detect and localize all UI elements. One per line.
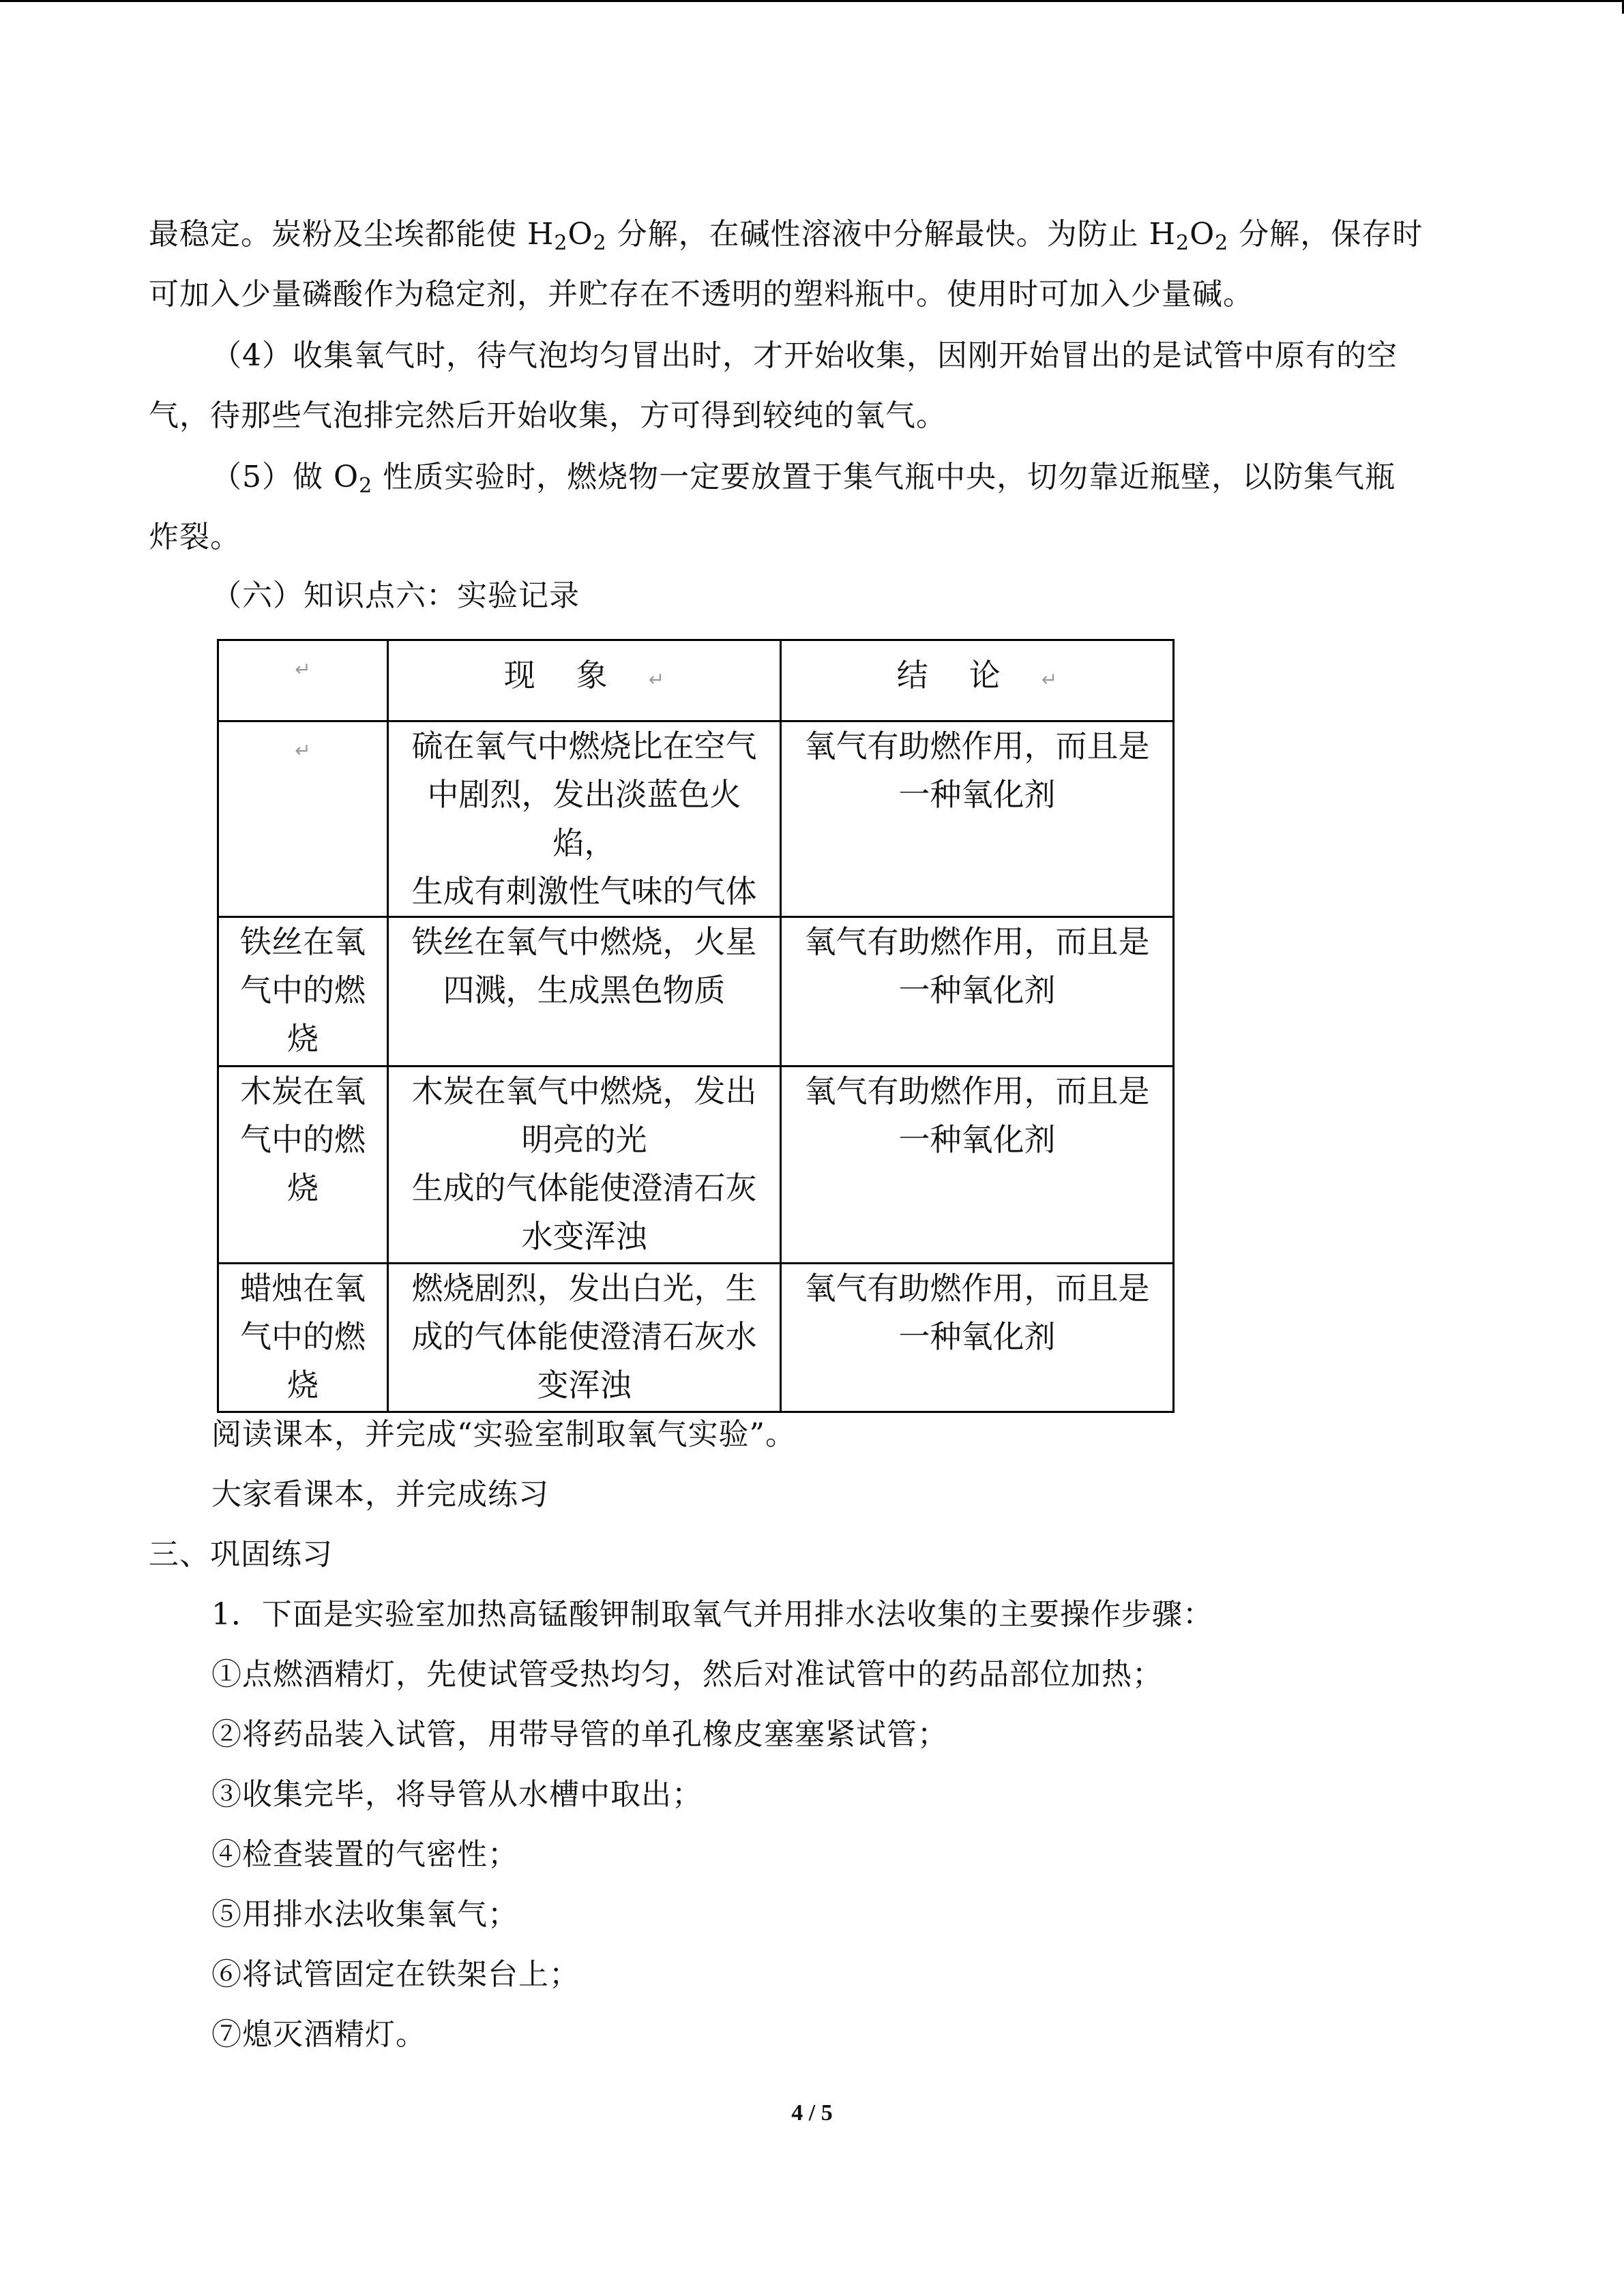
table-header-row <box>218 640 1174 721</box>
note5-line1: （5）做 $O_2$ 性质实验时，燃烧物一定要放置于集气瓶中央，切勿靠近瓶壁，以防集气瓶 <box>211 460 1396 498</box>
page-top-border <box>0 0 1624 2</box>
header-empty-cell <box>218 640 388 721</box>
exercise-question-1: 1．下面是实验室加热高锰酸钾制取氧气并用排水法收集的主要操作步骤： <box>211 1597 1213 1632</box>
table-row <box>218 721 1174 917</box>
phenomenon-cell: 硫在氧气中燃烧比在空气 中剧烈，发出淡蓝色火焰， 生成有刺激性气味的气体 <box>388 721 781 917</box>
conclusion-cell: 氧气有助燃作用，而且是 一种氧化剂 <box>781 1264 1174 1412</box>
section6-title: （六）知识点六：实验记录 <box>211 578 580 613</box>
after-table-line2: 大家看课本，并完成练习 <box>211 1477 549 1512</box>
paragraph-mark-icon: ↵ <box>1041 668 1058 691</box>
phenomenon-cell: 铁丝在氧气中燃烧，火星 四溅，生成黑色物质 <box>388 917 781 1067</box>
top-paragraph-line2: 可加入少量磷酸作为稳定剂，并贮存在不透明的塑料瓶中。使用时可加入少量碱。 <box>149 277 1254 312</box>
item-cell: 蜡烛在氧 气中的燃 烧 <box>218 1264 388 1412</box>
note5-line2: 炸裂。 <box>149 520 241 554</box>
item-cell <box>218 721 388 917</box>
experiment-record-table <box>217 639 1175 1413</box>
header-phenomenon: 现象↵ <box>388 640 781 721</box>
conclusion-cell: 氧气有助燃作用，而且是 一种氧化剂 <box>781 1067 1174 1264</box>
exercise-step: ①点燃酒精灯，先使试管受热均匀，然后对准试管中的药品部位加热； <box>211 1657 1163 1692</box>
exercise-step: ②将药品装入试管，用带导管的单孔橡皮塞塞紧试管； <box>211 1717 948 1752</box>
exercise-step: ⑤用排水法收集氧气； <box>211 1897 518 1932</box>
conclusion-cell: 氧气有助燃作用，而且是 一种氧化剂 <box>781 721 1174 917</box>
item-cell: 木炭在氧 气中的燃 烧 <box>218 1067 388 1264</box>
exercise-step: ⑥将试管固定在铁架台上； <box>211 1957 580 1992</box>
after-table-line1: 阅读课本，并完成“实验室制取氧气实验”。 <box>211 1417 796 1452</box>
header-conclusion: 结论↵ <box>781 640 1174 721</box>
table-row <box>218 1067 1174 1264</box>
conclusion-cell: 氧气有助燃作用，而且是 一种氧化剂 <box>781 917 1174 1067</box>
table-row <box>218 1264 1174 1412</box>
paragraph-mark-icon: ↵ <box>295 658 311 681</box>
item-cell: 铁丝在氧 气中的燃 烧 <box>218 917 388 1067</box>
paragraph-mark-icon: ↵ <box>648 668 665 691</box>
table-row <box>218 917 1174 1067</box>
phenomenon-cell: 燃烧剧烈，发出白光，生 成的气体能使澄清石灰水 变浑浊 <box>388 1264 781 1412</box>
exercise-step: ⑦熄灭酒精灯。 <box>211 2017 426 2052</box>
exercise-step: ③收集完毕，将导管从水槽中取出； <box>211 1777 703 1812</box>
phenomenon-cell: 木炭在氧气中燃烧，发出 明亮的光 生成的气体能使澄清石灰 水变浑浊 <box>388 1067 781 1264</box>
exercise-step: ④检查装置的气密性； <box>211 1837 518 1872</box>
section3-title: 三、巩固练习 <box>149 1537 333 1572</box>
paragraph-mark-icon: ↵ <box>295 739 311 762</box>
note4-line2: 气，待那些气泡排完然后开始收集，方可得到较纯的氧气。 <box>149 398 947 433</box>
page-number: 4 / 5 <box>791 2100 833 2126</box>
note4-line1: （4）收集氧气时，待气泡均匀冒出时，才开始收集，因刚开始冒出的是试管中原有的空 <box>211 338 1398 373</box>
top-paragraph-line1: 最稳定。炭粉及尘埃都能使 $H_2O_2$ 分解，在碱性溶液中分解最快。为防止 $H_2O_2$ 分解，保存时 <box>149 217 1423 255</box>
